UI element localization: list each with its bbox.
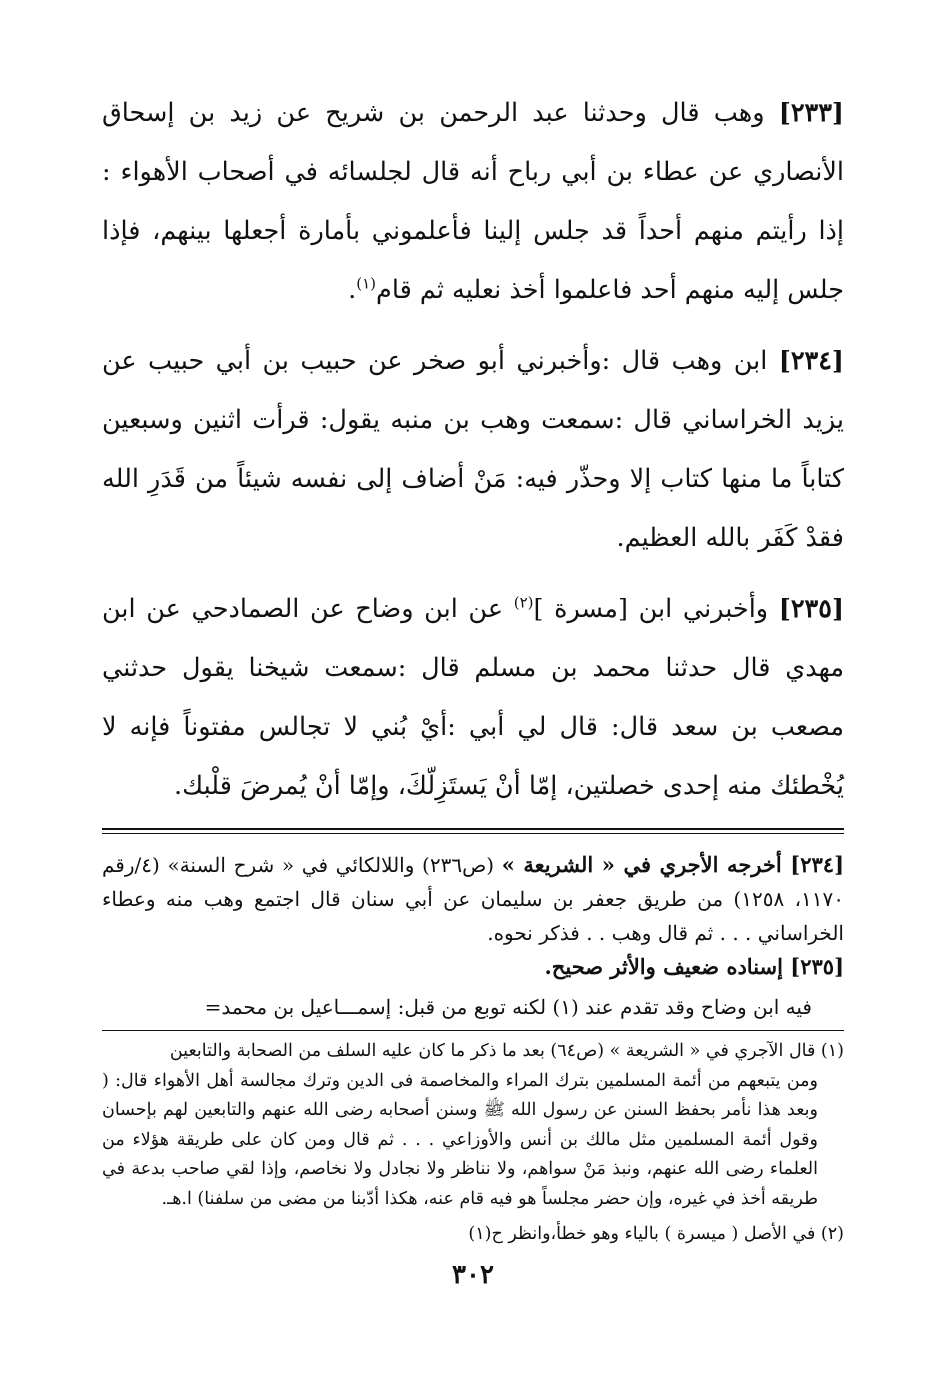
paragraph-text-start: وأخبرني ابن [مسرة ] [533, 594, 769, 624]
narration-number: [٢٣٣] [778, 98, 844, 128]
footnote-2: (٢) في الأصل ( ميسرة ) بالياء وهو خطأ،وانظر ح(١) [468, 1224, 844, 1244]
paragraph-text: وهب قال وحدثنا عبد الرحمن بن شريح عن زيد بن إسحاق الأنصاري عن عطاء بن أبي رباح أنه قال لجلسائه في أصحاب الأهواء : إذا رأيتم منهم أحداً قد جلس إلينا فأعلموني بأمارة أجعلها بينهم، فإذا جلس إليه منهم أحد فاعلموا أخذ نعليه ثم قام [102, 98, 844, 305]
commentary-heading: [٢٣٤] أخرجه الأجري في « الشريعة » [501, 852, 845, 877]
paragraph-tail: . [348, 275, 357, 305]
commentary-234 [102, 848, 844, 950]
footnote-1-lead: (١) قال الآجري في « الشريعة » (ص٦٤) بعد ما ذكر ما كان عليه السلف من الصحابة والتابعين [169, 1041, 844, 1061]
paragraph-235 [102, 580, 844, 816]
footnote-ref[interactable]: (٢) [513, 593, 534, 612]
section-divider [102, 828, 844, 834]
paragraph-text: ابن وهب قال :وأخبرني أبو صخر عن حبيب بن أبي حبيب عن يزيد الخراساني قال :سمعت وهب بن منبه يقول: قرأت اثنين وسبعين كتاباً ما منها كتاب إلا وحذّر فيه: مَنْ أضاف إلى نفسه شيئاً من قَدَرِ الله فقدْ كَفَر بالله العظيم. [102, 346, 844, 553]
narration-number: [٢٣٥] [778, 594, 845, 624]
paragraph-233 [102, 84, 844, 320]
commentary-heading: [٢٣٥] إسناده ضعيف والأثر صحيح. [544, 954, 844, 979]
commentary-section [102, 848, 844, 1024]
commentary-235-text: فيه ابن وضاح وقد تقدم عند (١) لكنه توبع من قبل: إسمـــاعيل بن محمد= [204, 995, 812, 1019]
footnotes-section [102, 1037, 844, 1250]
commentary-text: (ص٢٣٦) واللالكائي في « شرح السنة» (٤/رقم ١١٧٠، ١٢٥٨) من طريق جعفر بن سليمان عن أبي سنان قال اجتمع وهب منه وعطاء الخراساني . . . ثم قال وهب . . فذكر نحوه. [102, 853, 845, 945]
footnote-divider [102, 1030, 844, 1031]
page-number: ٣٠٢ [452, 1260, 494, 1290]
footnote-ref[interactable]: (١) [356, 274, 377, 293]
paragraph-text-end: عن ابن وضاح عن الصمادحي عن ابن مهدي قال حدثنا محمد بن مسلم قال :سمعت شيخنا يقول حدثني مصعب بن سعد قال: قال لي أبي :أيْ بُني لا تجالس مفتوناً فإنه لا يُخْطئك منه إحدى خصلتين، إمّا أنْ يَستَزِلّكَ، وإمّا أنْ يُمرضَ قلْبك. [102, 594, 844, 801]
paragraph-234 [102, 332, 844, 568]
footnote-1-body: ومن يتبعهم من أئمة المسلمين بترك المراء والمخاصمة فى الدين وترك مجالسة أهل الأهواء قال: ( وبعد هذا نأمر بحفظ السنن عن رسول الله ﷺ وسنن أصحابه رضى الله عنهم والتابعين لهم بإحسان وقول أئمة المسلمين مثل مالك بن أنس والأوزاعي . . . ثم قال ومن كان على طريقة هؤلاء من العلماء رضى الله عنهم، ونبذ مَنْ سواهم، ولا نناظر ولا نجادل ولا نخاصم، وإذا لقي صاحب بدعة في طريقه أخذ في غيره، وإن حضر مجلساً هو فيه قام عنه، هكذا أدّبنا من مضى من سلفنا) ا.هـ. [102, 1070, 818, 1209]
main-text [102, 84, 844, 816]
narration-number: [٢٣٤] [778, 346, 844, 376]
commentary-235-heading [102, 950, 844, 984]
